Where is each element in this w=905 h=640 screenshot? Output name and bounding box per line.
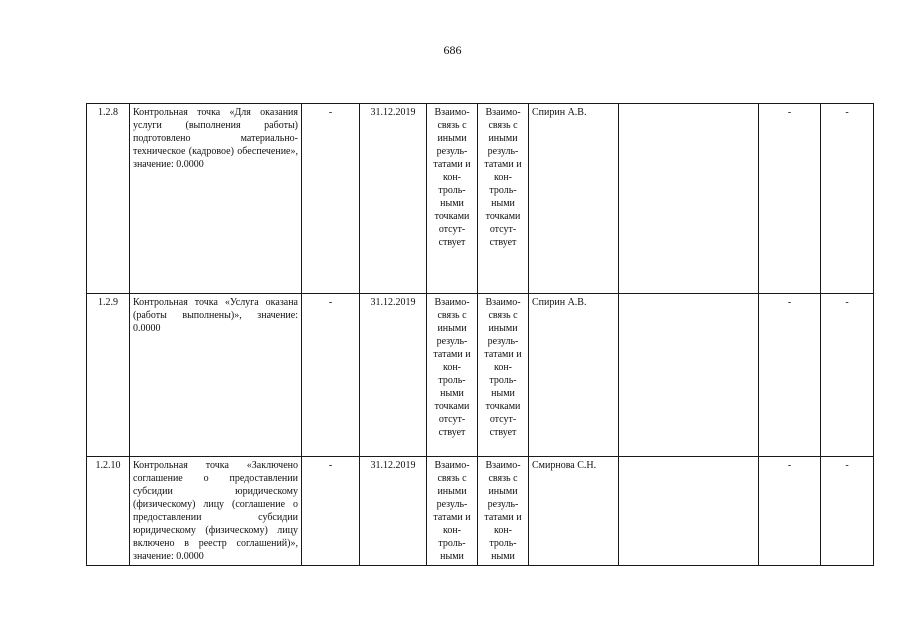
- relation-text-line: ными: [440, 551, 464, 562]
- start-date-cell: -: [302, 457, 360, 566]
- relation-text-line: ствует: [489, 237, 517, 248]
- relation-text-line: татами и: [433, 159, 471, 170]
- relation-text-line: связь с: [488, 473, 518, 484]
- relation-text-line: татами и: [484, 512, 522, 523]
- value-cell: -: [759, 294, 821, 457]
- table-row: [87, 294, 874, 457]
- relation-text-line: связь с: [488, 120, 518, 131]
- relation-text-line: Взаимо-: [434, 460, 470, 471]
- relation-control-points-cell: [478, 104, 529, 294]
- relation-text-line: троль-: [438, 538, 466, 549]
- relation-text-line: отсут-: [438, 224, 466, 235]
- relation-text-line: кон-: [493, 172, 513, 183]
- relation-text-line: резуль-: [436, 336, 468, 347]
- value-cell: -: [821, 104, 874, 294]
- relation-text-line: кон-: [493, 525, 513, 536]
- relation-text-line: отсут-: [438, 414, 466, 425]
- relation-text-line: иными: [488, 323, 518, 334]
- relation-text-line: ствует: [489, 427, 517, 438]
- empty-cell: [619, 457, 759, 566]
- relation-text-line: иными: [437, 486, 467, 497]
- responsible-person-cell: Спирин А.В.: [529, 294, 619, 457]
- relation-text-line: связь с: [437, 310, 467, 321]
- relation-text-line: троль-: [489, 375, 517, 386]
- relation-text-line: иными: [488, 133, 518, 144]
- relation-text-line: связь с: [488, 310, 518, 321]
- relation-text-line: точками: [485, 211, 521, 222]
- relation-text-line: Взаимо-: [485, 460, 521, 471]
- row-number-cell: 1.2.8: [87, 104, 130, 294]
- relation-text-line: троль-: [489, 538, 517, 549]
- table-row: [87, 104, 874, 294]
- relation-text-line: кон-: [442, 525, 462, 536]
- relation-text-line: Взаимо-: [434, 297, 470, 308]
- relation-text-line: резуль-: [487, 336, 519, 347]
- relation-text-line: точками: [485, 401, 521, 412]
- relation-text-line: ствует: [438, 237, 466, 248]
- relation-text-line: Взаимо-: [485, 297, 521, 308]
- relation-text-line: кон-: [493, 362, 513, 373]
- relation-text-line: точками: [434, 401, 470, 412]
- control-point-name-cell: Контрольная точка «Для оказания услуги (выполнения работы) подготовлено материально-техническое (кадровое) обеспечение», значение: 0.0000: [130, 104, 302, 294]
- relation-results-cell: [427, 457, 478, 566]
- relation-text-line: ными: [440, 198, 464, 209]
- row-number-cell: 1.2.10: [87, 457, 130, 566]
- relation-text-line: резуль-: [436, 499, 468, 510]
- relation-text-line: ными: [491, 551, 515, 562]
- control-point-name-cell: Контрольная точка «Заключено соглашение о предоставлении субсидии юридическому (физическому) лицу (соглашение о предоставлении субсидии юридическому (физическому) лицу включено в реестр соглашений)», значение: 0.0000: [130, 457, 302, 566]
- relation-text-line: кон-: [442, 362, 462, 373]
- relation-results-cell: [427, 104, 478, 294]
- relation-text-line: ными: [491, 388, 515, 399]
- relation-text-line: Взаимо-: [434, 107, 470, 118]
- relation-text-line: троль-: [489, 185, 517, 196]
- relation-text-line: ными: [440, 388, 464, 399]
- relation-text-line: татами и: [484, 159, 522, 170]
- start-date-cell: -: [302, 104, 360, 294]
- control-point-name-cell: Контрольная точка «Услуга оказана (работы выполнены)», значение: 0.0000: [130, 294, 302, 457]
- relation-text-line: иными: [437, 133, 467, 144]
- relation-text-line: татами и: [484, 349, 522, 360]
- value-cell: -: [759, 457, 821, 566]
- value-cell: -: [759, 104, 821, 294]
- control-points-table: [86, 103, 874, 566]
- relation-text-line: отсут-: [489, 224, 517, 235]
- relation-text-line: резуль-: [487, 146, 519, 157]
- empty-cell: [619, 294, 759, 457]
- end-date-cell: 31.12.2019: [360, 294, 427, 457]
- responsible-person-cell: Смирнова С.Н.: [529, 457, 619, 566]
- relation-control-points-cell: [478, 457, 529, 566]
- row-number-cell: 1.2.9: [87, 294, 130, 457]
- relation-text-line: иными: [488, 486, 518, 497]
- relation-text-line: Взаимо-: [485, 107, 521, 118]
- end-date-cell: 31.12.2019: [360, 104, 427, 294]
- relation-text-line: резуль-: [436, 146, 468, 157]
- relation-text-line: резуль-: [487, 499, 519, 510]
- value-cell: -: [821, 294, 874, 457]
- responsible-person-cell: Спирин А.В.: [529, 104, 619, 294]
- start-date-cell: -: [302, 294, 360, 457]
- relation-text-line: точками: [434, 211, 470, 222]
- relation-text-line: троль-: [438, 375, 466, 386]
- relation-control-points-cell: [478, 294, 529, 457]
- relation-text-line: иными: [437, 323, 467, 334]
- relation-text-line: татами и: [433, 512, 471, 523]
- table-row: [87, 457, 874, 566]
- page-number: 686: [443, 43, 462, 57]
- end-date-cell: 31.12.2019: [360, 457, 427, 566]
- empty-cell: [619, 104, 759, 294]
- relation-text-line: связь с: [437, 120, 467, 131]
- relation-text-line: ствует: [438, 427, 466, 438]
- relation-text-line: татами и: [433, 349, 471, 360]
- relation-text-line: ными: [491, 198, 515, 209]
- relation-text-line: кон-: [442, 172, 462, 183]
- relation-text-line: троль-: [438, 185, 466, 196]
- relation-text-line: отсут-: [489, 414, 517, 425]
- value-cell: -: [821, 457, 874, 566]
- relation-text-line: связь с: [437, 473, 467, 484]
- relation-results-cell: [427, 294, 478, 457]
